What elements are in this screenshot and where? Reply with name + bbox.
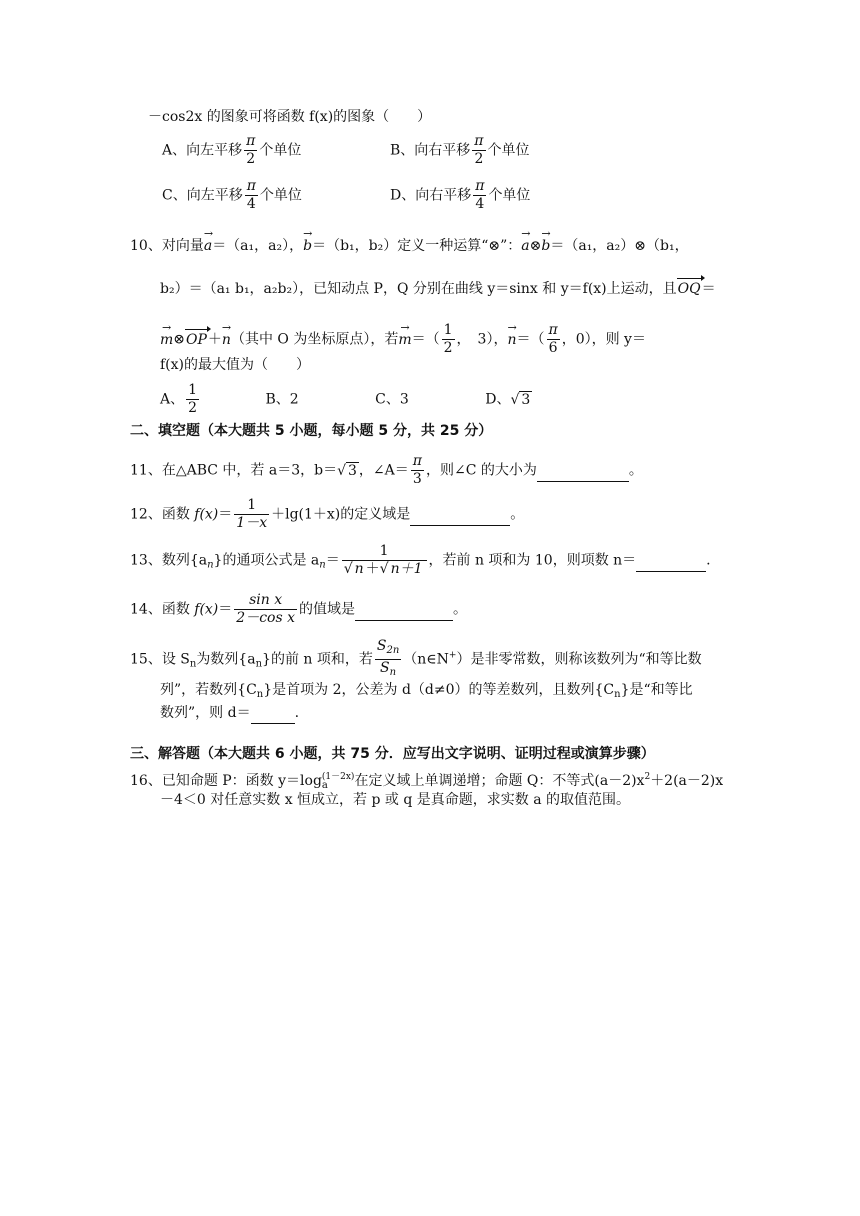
q11: 11、在△ABC 中，若 a＝3，b＝√ 3 ，∠A＝ $\frac{\pi}{3}$ ，则∠C 的大小为 。 bbox=[130, 453, 643, 487]
q15-line-1: 15、设 $S_n$为数列$\{a_n\}$的前 n 项和，若 $\frac{S_{2n}}{S_n}$ （n∈N+）是非零常数，则称该数列为“和等比数 bbox=[130, 638, 702, 678]
q14: 14、函数 f(x)＝ $\frac{\text{sin x}}{\text{2－cos x}}$ 的值域是 。 bbox=[130, 592, 467, 626]
q9-stem: －cos2x 的图象可将函数 f(x)的图象（ ） bbox=[148, 109, 432, 125]
q10-line-4: f(x)的最大值为（ ） bbox=[160, 357, 311, 373]
q10-line-3: → m⊗OP＋→ n（其中 O 为坐标原点），若→ m＝（ $\frac{1}{2}$ ， 3），→ n＝（ $\frac{\pi}{6}$ ，0），则 y＝ bbox=[160, 322, 646, 357]
q16-line-2: －4＜0 对任意实数 x 恒成立，若 p 或 q 是真命题，求实数 a 的取值范围。 bbox=[160, 792, 631, 808]
q15-line-2: 列”，若数列$\{C_n\}$是首项为 2，公差为 d（d≠0）的等差数列，且数列$\{C_n\}$是“和等比 bbox=[160, 682, 693, 700]
q10-line-1: 10、对向量→ a＝（a₁，a₂），→ b＝（b₁，b₂）定义一种运算“⊗”：→ a⊗→ b＝（a₁，a₂）⊗（b₁， bbox=[130, 232, 689, 256]
q10-options: A、 $\frac{1}{2}$ B、2 C、3 D、√ 3 bbox=[160, 382, 531, 416]
q12: 12、函数 f(x)＝ $\frac{1}{1-x}$ ＋lg(1＋x)的定义域是 。 bbox=[130, 497, 525, 531]
section-3-heading: 三、解答题（本大题共 6 小题，共 75 分．应写出文字说明、证明过程或演算步骤） bbox=[130, 746, 655, 762]
q9-option-b: B、向右平移 $\frac{\pi}{2}$ 个单位 bbox=[390, 133, 530, 167]
q16-line-1: 16、已知命题 P：函数 $y=\log_a^{(1-2x)}$在定义域上单调递增；命题 Q：不等式$(a-2)x^2+2(a-2)x$ bbox=[130, 772, 724, 791]
section-2-heading: 二、填空题（本大题共 5 小题，每小题 5 分，共 25 分） bbox=[130, 423, 493, 439]
q10-line-2: b₂）＝（a₁ b₁，a₂b₂），已知动点 P，Q 分别在曲线 y＝sinx 和 y＝f(x)上运动，且OQ＝ bbox=[160, 278, 716, 299]
q9-option-a: A、向左平移 $\frac{\pi}{2}$ 个单位 bbox=[162, 133, 302, 167]
q9-option-c: C、向左平移 $\frac{\pi}{4}$ 个单位 bbox=[162, 178, 302, 212]
q15-line-3: 数列”，则 d＝ . bbox=[160, 703, 299, 724]
q13: 13、数列$\{a_n\}$的通项公式是 $a_n=$ $\frac{1}{√ n +√ n+1}$ ，若前 n 项和为 10，则项数 n＝ . bbox=[130, 543, 711, 577]
q9-option-d: D、向右平移 $\frac{\pi}{4}$ 个单位 bbox=[390, 178, 531, 212]
